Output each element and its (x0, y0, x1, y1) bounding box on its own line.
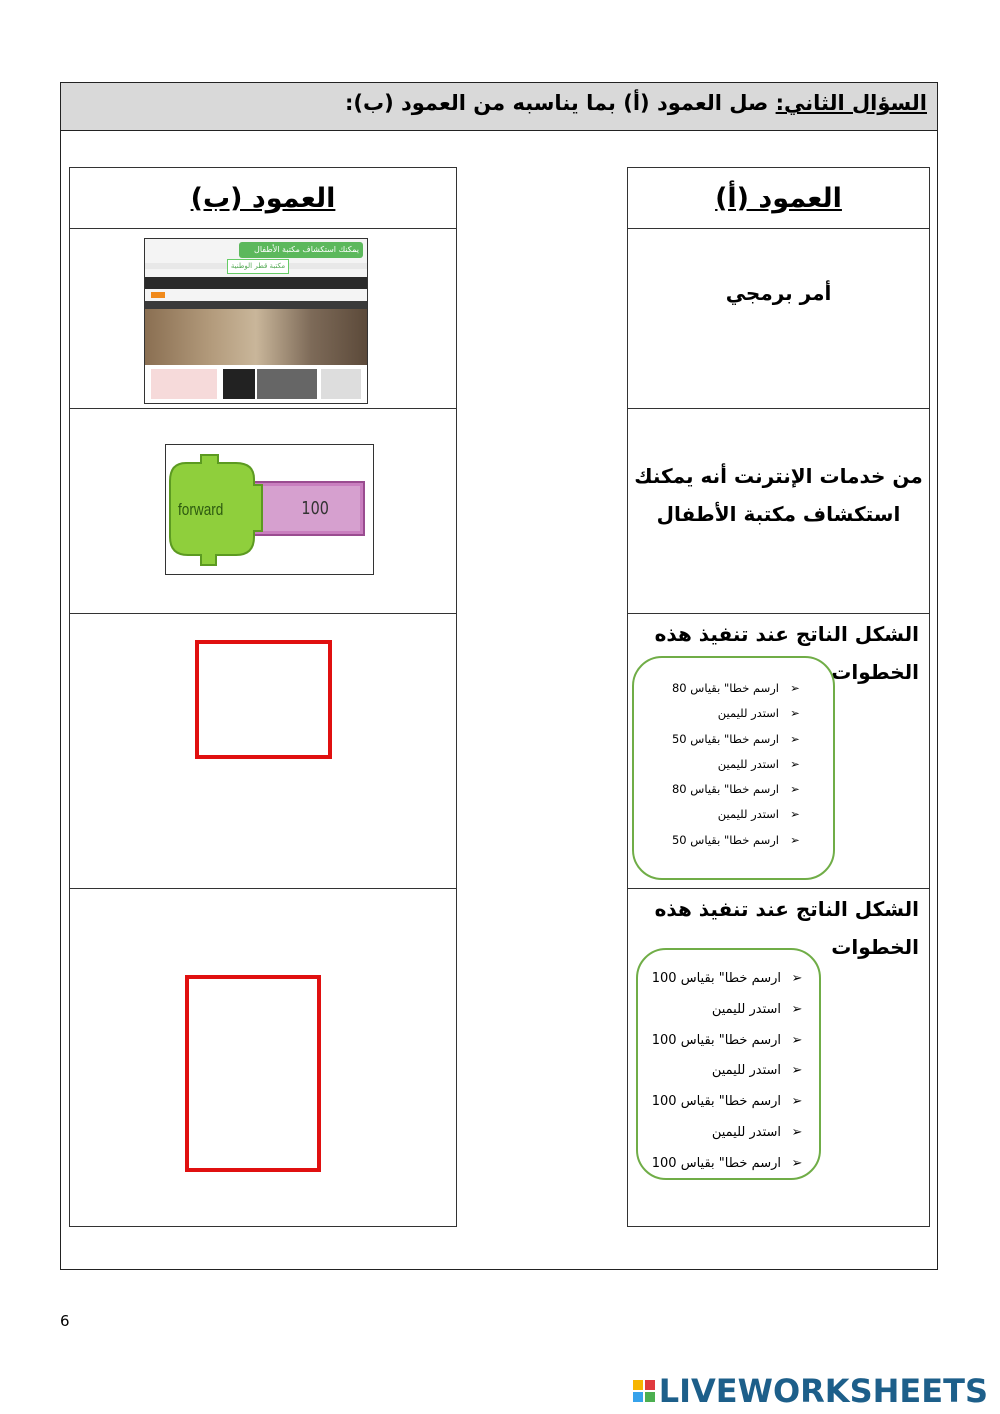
arrow-bullet-icon: ➢ (790, 782, 800, 797)
internet-services-text: من خدمات الإنترنت أنه يمكنك استكشاف مكتبة الأطفال (634, 464, 923, 526)
arrow-bullet-icon: ➢ (791, 1155, 803, 1171)
column-b-item-4[interactable] (70, 889, 456, 1226)
column-a-item-2[interactable] (628, 409, 929, 614)
shape-result-title-2: الشكل الناتج عند تنفيذ هذه الخطوات (654, 897, 919, 959)
step-item: ➢ ارسم خطا" بقياس 100 (638, 1026, 807, 1057)
question-instruction: صل العمود (أ) بما يناسبه من العمود (ب): (344, 91, 769, 115)
step-item: ➢ ارسم خطا" بقياس 100 (638, 964, 807, 995)
step-item: ➢ ارسم خطا" بقياس 50 (634, 828, 805, 853)
steps-box-2 (636, 948, 821, 1180)
library-banner: يمكنك استكشاف مكتبة الأطفال (239, 242, 363, 258)
column-a-item-1[interactable] (628, 229, 929, 409)
step-item: ➢ ارسم خطا" بقياس 80 (634, 676, 805, 701)
page-number: 6 (60, 1312, 70, 1330)
arrow-bullet-icon: ➢ (790, 706, 800, 721)
liveworksheets-logo-icon (633, 1380, 655, 1402)
shape-result-title-1: الشكل الناتج عند تنفيذ هذه الخطوات (654, 622, 919, 684)
column-a-item-3[interactable] (628, 614, 929, 889)
column-b-header-label: العمود (ب) (190, 182, 336, 214)
step-item: ➢ ارسم خطا" بقياس 50 (634, 727, 805, 752)
arrow-bullet-icon: ➢ (790, 681, 800, 695)
step-item: ➢ استدر لليمين (638, 1118, 807, 1149)
arrow-bullet-icon: ➢ (790, 756, 800, 771)
step-item: ➢ استدر لليمين (634, 752, 805, 777)
rectangle-shape-small (195, 640, 332, 759)
liveworksheets-logo: LIVEWORKSHEETS (633, 1372, 988, 1410)
step-item: ➢ ارسم خطا" بقياس 100 (638, 1149, 807, 1180)
rectangle-shape-tall (185, 975, 321, 1172)
step-item: ➢ استدر لليمين (634, 701, 805, 726)
question-label: السؤال الثاني: (775, 91, 927, 115)
column-b-item-1[interactable] (70, 229, 456, 409)
column-a (627, 167, 930, 1227)
arrow-bullet-icon: ➢ (790, 731, 800, 746)
arrow-bullet-icon: ➢ (790, 807, 800, 822)
question-title (345, 91, 927, 115)
step-item: ➢ استدر لليمين (634, 802, 805, 827)
programming-command-text: أمر برمجي (725, 281, 832, 305)
forward-value-label: 100 (301, 498, 329, 519)
column-b (69, 167, 457, 1227)
arrow-bullet-icon: ➢ (791, 1032, 803, 1048)
step-item: ➢ استدر لليمين (638, 995, 807, 1026)
column-a-item-4[interactable] (628, 889, 929, 1226)
step-item: ➢ استدر لليمين (638, 1056, 807, 1087)
steps-box-1 (632, 656, 835, 880)
library-tab: مكتبة قطر الوطنية (227, 259, 289, 274)
question-header-bar (60, 82, 938, 131)
arrow-bullet-icon: ➢ (791, 1124, 803, 1140)
arrow-bullet-icon: ➢ (791, 971, 803, 986)
column-b-item-3[interactable] (70, 614, 456, 889)
column-a-header-label: العمود (أ) (715, 182, 842, 214)
arrow-bullet-icon: ➢ (791, 1094, 803, 1110)
forward-command-label: forward (178, 500, 224, 519)
step-item: ➢ ارسم خطا" بقياس 80 (634, 777, 805, 802)
library-website-image (144, 238, 368, 404)
arrow-bullet-icon: ➢ (790, 832, 800, 847)
column-b-item-2[interactable] (70, 409, 456, 614)
arrow-bullet-icon: ➢ (791, 1063, 803, 1079)
forward-block-image (165, 444, 374, 575)
column-b-header (70, 168, 456, 229)
arrow-bullet-icon: ➢ (791, 1001, 803, 1017)
column-a-header (628, 168, 929, 229)
step-item: ➢ ارسم خطا" بقياس 100 (638, 1087, 807, 1118)
